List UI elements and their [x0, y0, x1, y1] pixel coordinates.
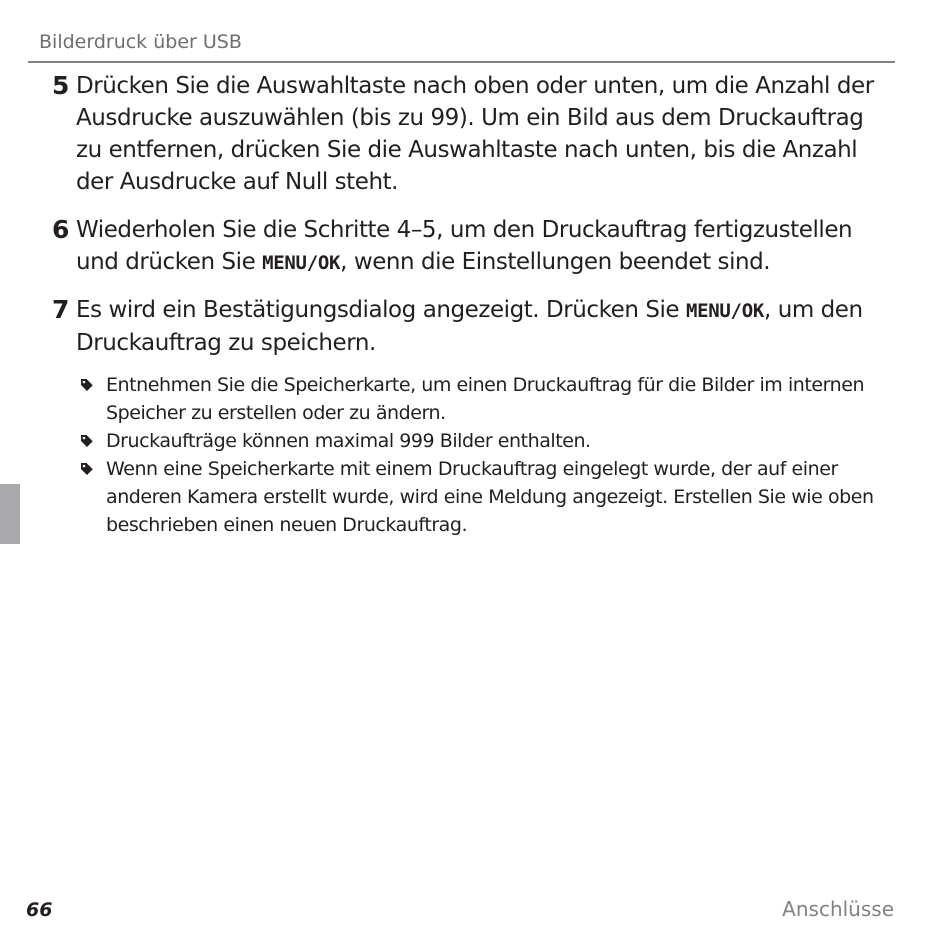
note-item: [80, 427, 895, 455]
note-tag-icon: [80, 378, 94, 392]
note-tag-icon: [80, 434, 94, 448]
step-number: 6: [52, 215, 70, 244]
note-text: Wenn eine Speicherkarte mit einem Druckauftrag eingelegt wurde, der auf einer anderen Kamera erstellt wurde, wird eine Meldung angezeigt. Erstellen Sie wie oben beschrieben einen neuen Druckauftrag.: [106, 458, 874, 536]
note-item: [80, 371, 895, 427]
menu-ok-key: MENU/OK: [262, 252, 341, 274]
step-text: [76, 294, 892, 359]
step-text-after: , um den Druckauftrag zu speichern.: [76, 297, 863, 356]
menu-ok-key: MENU/OK: [686, 300, 764, 322]
step-text-after: , wenn die Einstellungen beendet sind.: [340, 249, 771, 275]
chapter-side-tab: [0, 484, 20, 544]
step-text: [76, 214, 892, 279]
footer-section-name: Anschlüsse: [782, 897, 894, 921]
step-number: 7: [52, 295, 70, 324]
header-divider: [28, 61, 895, 63]
step-6: [52, 214, 892, 279]
step-number: 5: [52, 71, 70, 100]
step-text-before: Es wird ein Bestätigungsdialog angezeigt. Drücken Sie: [76, 297, 686, 323]
step-7: [52, 294, 892, 359]
note-text: Entnehmen Sie die Speicherkarte, um einen Druckauftrag für die Bilder im internen Speicher zu erstellen oder zu ändern.: [106, 374, 865, 424]
notes-list: [80, 371, 895, 539]
page-number: 66: [26, 899, 53, 921]
note-item: [80, 455, 895, 539]
step-5: [52, 70, 892, 198]
step-text: Drücken Sie die Auswahltaste nach oben oder unten, um die Anzahl der Ausdrucke auszuwählen (bis zu 99). Um ein Bild aus dem Druckauftrag zu entfernen, drücken Sie die Auswahltaste nach unten, bis die Anzahl der Ausdrucke auf Null steht.: [76, 73, 874, 195]
note-tag-icon: [80, 462, 94, 476]
note-text: Druckaufträge können maximal 999 Bilder enthalten.: [106, 430, 591, 452]
step-text-before: Wiederholen Sie die Schritte 4–5, um den Druckauftrag fertigzustellen und drücken Sie: [76, 217, 853, 275]
running-header: Bilderdruck über USB: [39, 31, 242, 53]
